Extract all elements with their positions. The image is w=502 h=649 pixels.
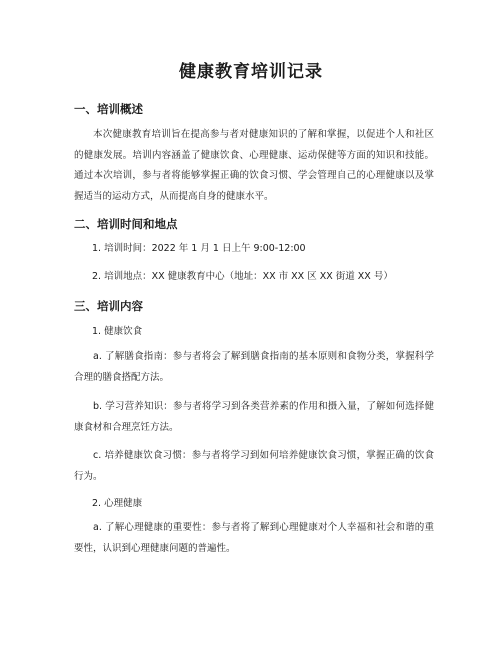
section-heading-content: 三、培训内容 [74, 299, 143, 313]
subitem-mental-health-importance: a. 了解心理健康的重要性：参与者将了解到心理健康对个人幸福和社会和谐的重要性，认识到心理健康问题的普遍性。 [74, 522, 434, 554]
training-place-item: 2. 培训地点：XX 健康教育中心（地址：XX 市 XX 区 XX 街道 XX 号） [92, 271, 393, 282]
subitem-nutrition-knowledge: b. 学习营养知识：参与者将学习到各类营养素的作用和摄入量，了解如何选择健康食材和合理烹饪方法。 [74, 401, 434, 433]
subitem-diet-guidelines: a. 了解膳食指南：参与者将会了解到膳食指南的基本原则和食物分类，掌握科学合理的膳食搭配方法。 [74, 351, 434, 383]
topic-mental-health: 2. 心理健康 [92, 498, 143, 509]
document-title: 健康教育培训记录 [179, 62, 323, 82]
topic-healthy-diet: 1. 健康饮食 [92, 326, 143, 337]
overview-paragraph: 本次健康教育培训旨在提高参与者对健康知识的了解和掌握，以促进个人和社区的健康发展。培训内容涵盖了健康饮食、心理健康、运动保健等方面的知识和技能。通过本次培训，参与者将能够掌握正确的饮食习惯、学会管理自己的心理健康以及掌握适当的运动方式，从而提高自身的健康水平。 [74, 129, 434, 202]
training-time-item: 1. 培训时间：2022 年 1 月 1 日上午 9:00-12:00 [92, 243, 306, 254]
section-heading-overview: 一、培训概述 [74, 102, 143, 116]
subitem-eating-habits: c. 培养健康饮食习惯：参与者将学习到如何培养健康饮食习惯，掌握正确的饮食行为。 [74, 450, 434, 482]
section-heading-time-place: 二、培训时间和地点 [74, 217, 178, 231]
